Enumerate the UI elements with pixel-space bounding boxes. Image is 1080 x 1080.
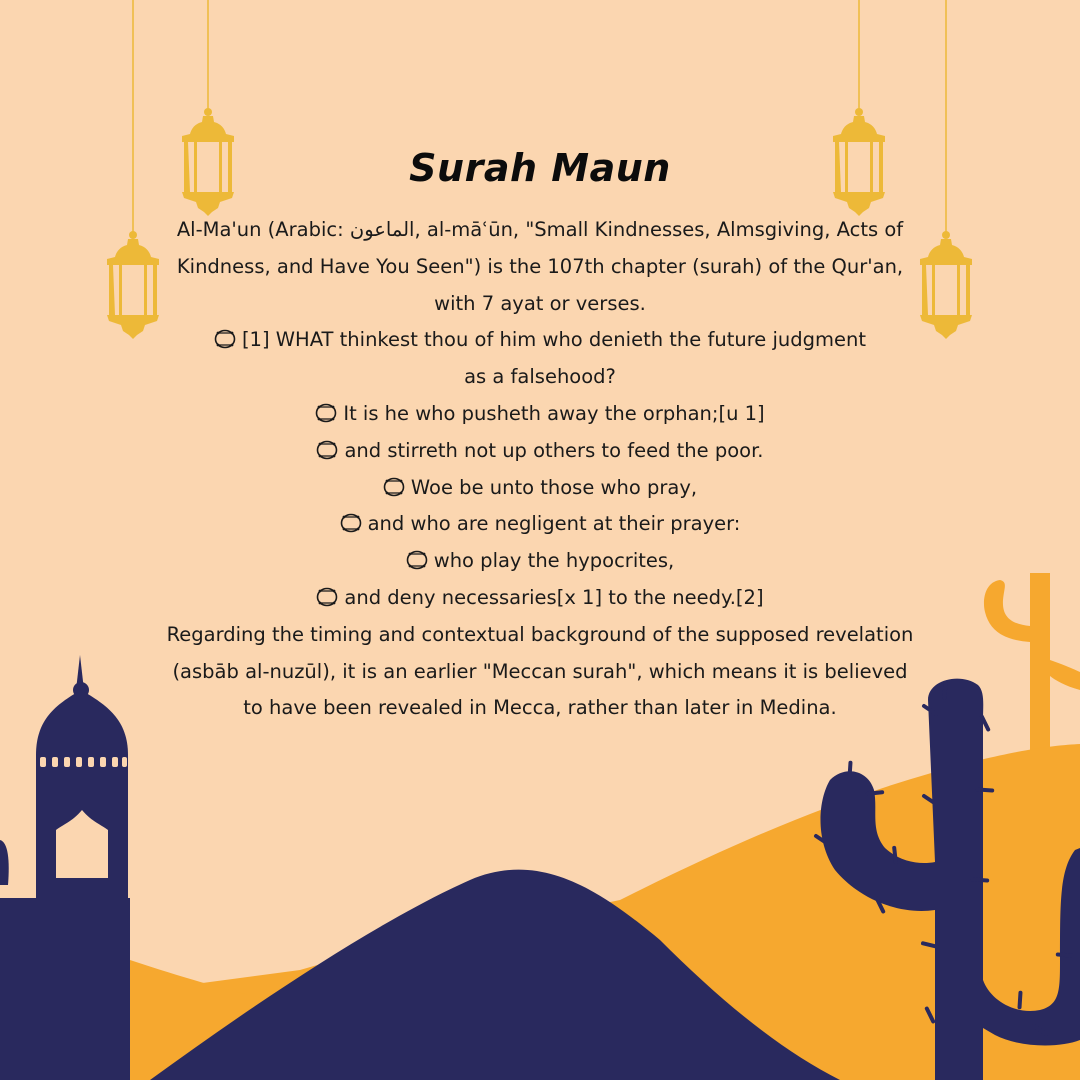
- verse-emblem-icon: [316, 587, 338, 607]
- verse-emblem-icon: [316, 440, 338, 460]
- verse-2: [160, 396, 920, 433]
- verse-text: and who are negligent at their prayer:: [367, 512, 741, 536]
- verse-4: [160, 470, 920, 507]
- verse-3: [160, 433, 920, 470]
- page-title: Surah Maun: [409, 146, 671, 190]
- verse-7: [160, 580, 920, 617]
- verse-text: who play the hypocrites,: [433, 549, 675, 573]
- verse-text: and stirreth not up others to feed the poor.: [344, 438, 764, 462]
- verse-text: It is he who pusheth away the orphan;[u 1]: [343, 401, 765, 425]
- verse-emblem-icon: [340, 513, 362, 533]
- lantern-strings: [133, 0, 946, 235]
- cactus-small: [984, 573, 1080, 773]
- verse-emblem-icon: [383, 477, 405, 497]
- verse-emblem-icon: [406, 550, 428, 570]
- verse-1: [160, 322, 920, 396]
- verse-6: [160, 543, 920, 580]
- verse-text: [1] WHAT thinkest thou of him who denieth the future judgment as a falsehood?: [241, 328, 867, 389]
- verse-emblem-icon: [315, 403, 337, 423]
- verse-text: and deny necessaries[x 1] to the needy.[2]: [344, 585, 764, 609]
- background-paragraph: Regarding the timing and contextual background of the supposed revelation (asbāb al-nuzūl), it is an earlier "Meccan surah", which means it is believed to have been revealed in Mecca, rather than later in Medina.: [166, 622, 914, 720]
- verse-5: [160, 506, 920, 543]
- verse-text: Woe be unto those who pray,: [410, 475, 698, 499]
- verse-emblem-icon: [214, 329, 236, 349]
- surah-content: [160, 212, 920, 727]
- intro-paragraph: Al-Ma'un (Arabic: الماعون, al-māʿūn, "Small Kindnesses, Almsgiving, Acts of Kindness, and Have You Seen") is the 107th chapter (surah) of the Qur'an, with 7 ayat or verses.: [176, 218, 904, 315]
